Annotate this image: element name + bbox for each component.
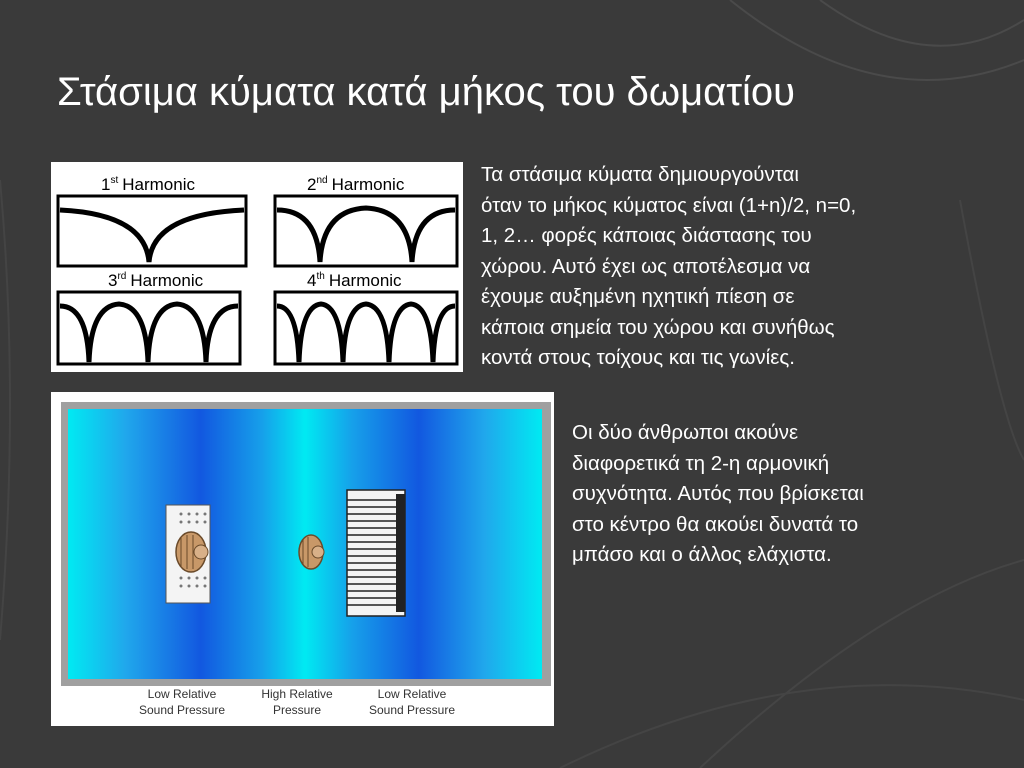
- paragraph2-line: συχνότητα. Αυτός που βρίσκεται: [572, 482, 864, 505]
- paragraph2-line: μπάσο και ο άλλος ελάχιστα.: [572, 543, 832, 566]
- slide-title: Στάσιμα κύματα κατά μήκος του δωματίου: [57, 70, 796, 114]
- paragraph2-line: διαφορετικά τη 2-η αρμονική: [572, 451, 830, 475]
- room-figure: [51, 392, 554, 726]
- harmonic-label-4: 4th Harmonic: [307, 271, 402, 290]
- caption-right-line2: Sound Pressure: [368, 703, 456, 717]
- paragraph1-line: έχουμε αυξημένη ηχητική πίεση σε: [481, 285, 795, 308]
- caption-left-line1: Low Relative: [147, 687, 217, 701]
- paragraph2-line: Οι δύο άνθρωποι ακούνε: [572, 421, 799, 444]
- caption-right-line1: Low Relative: [377, 687, 447, 701]
- caption-center-line2: Pressure: [272, 703, 322, 717]
- harmonic-label-1: 1st Harmonic: [101, 175, 195, 194]
- sofa-listener: [166, 505, 210, 603]
- paragraph1-line: κάποια σημεία του χώρου και συνήθως: [481, 315, 835, 339]
- center-listener: [299, 535, 324, 569]
- speaker-source: [347, 490, 405, 616]
- harmonics-diagram: [51, 162, 463, 372]
- room-diagram: [51, 392, 554, 726]
- paragraph1-line: όταν το μήκος κύματος είναι (1+n)/2, n=0,: [481, 193, 857, 217]
- description-paragraph-2: [572, 418, 972, 571]
- harmonics-figure: [51, 162, 463, 372]
- caption-left-line2: Sound Pressure: [138, 703, 226, 717]
- harmonic-label-3: 3rd Harmonic: [108, 271, 204, 290]
- paragraph1-line: Τα στάσιμα κύματα δημιουργούνται: [481, 163, 799, 186]
- paragraph1-line: 1, 2… φορές κάποιας διάστασης του: [481, 224, 812, 247]
- paragraph1-line: χώρου. Αυτό έχει ως αποτέλεσμα να: [481, 254, 811, 278]
- description-paragraph-1: [481, 160, 961, 374]
- paragraph1-line: κοντά στους τοίχους και τις γωνίες.: [481, 346, 795, 369]
- harmonic-label-2: 2nd Harmonic: [307, 175, 405, 194]
- caption-center-line1: High Relative: [261, 687, 333, 701]
- paragraph2-line: στο κέντρο θα ακούει δυνατά το: [572, 512, 859, 536]
